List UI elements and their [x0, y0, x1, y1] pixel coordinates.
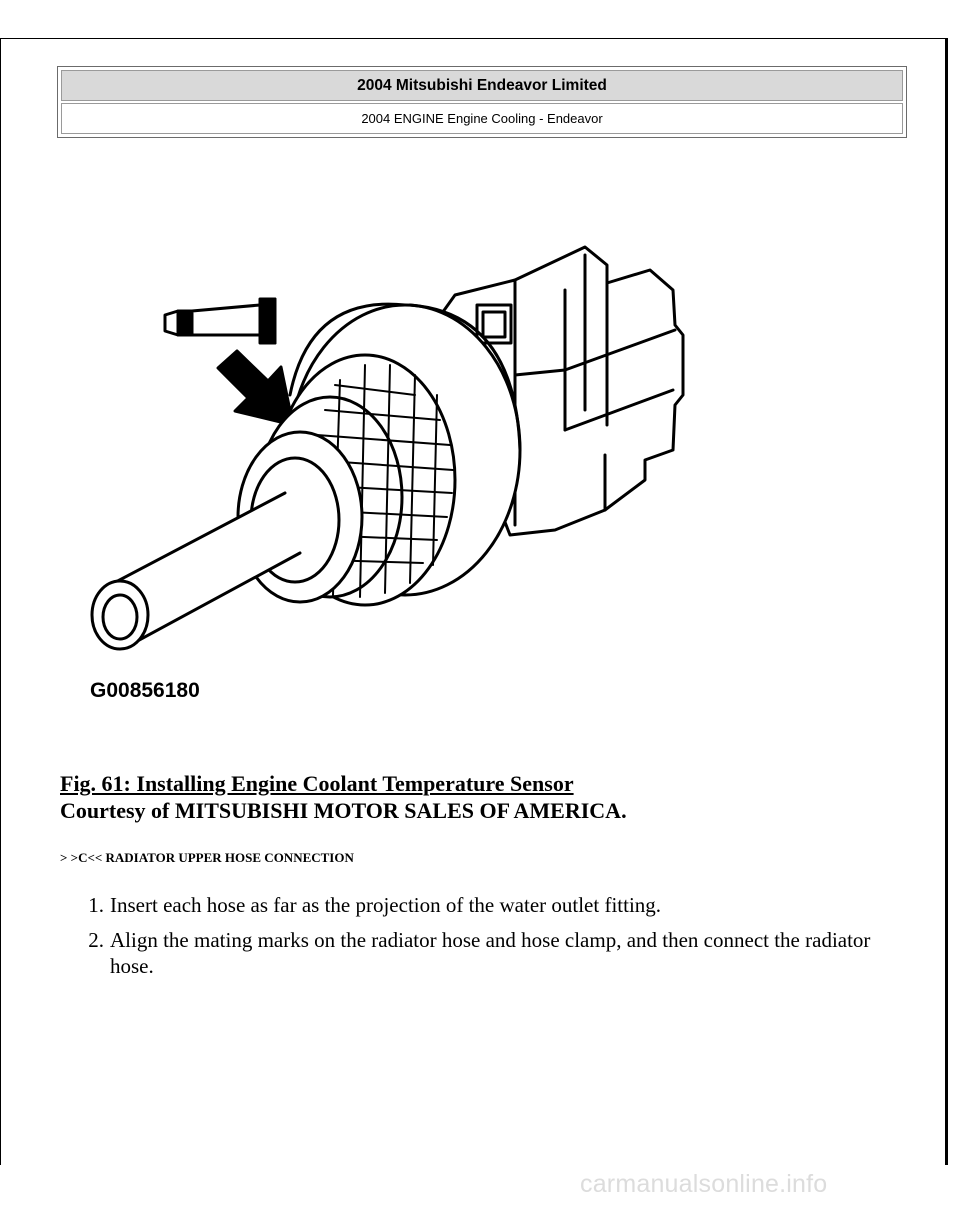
- document-header: [57, 66, 907, 138]
- list-item: [60, 927, 890, 979]
- header-subtitle: 2004 ENGINE Engine Cooling - Endeavor: [61, 103, 903, 134]
- page-frame-left: [0, 38, 1, 1165]
- coolant-sensor-drawing: [85, 235, 695, 705]
- figure-courtesy: Courtesy of MITSUBISHI MOTOR SALES OF AMERICA.: [60, 798, 627, 823]
- header-title: 2004 Mitsubishi Endeavor Limited: [61, 70, 903, 101]
- page-frame-top: [0, 38, 947, 39]
- figure-code: G00856180: [90, 679, 200, 702]
- step-text: Align the mating marks on the radiator hose and hose clamp, and then connect the radiator hose.: [110, 928, 871, 978]
- sensor-illustration: [85, 235, 695, 705]
- section-heading: > >C<< RADIATOR UPPER HOSE CONNECTION: [60, 850, 354, 865]
- figure-caption: [60, 770, 627, 824]
- page-frame-right: [945, 38, 948, 1165]
- step-text: Insert each hose as far as the projection of the water outlet fitting.: [110, 893, 662, 917]
- step-number: 1.: [88, 893, 104, 917]
- step-number: 2.: [88, 928, 104, 952]
- procedure-steps: [60, 892, 890, 988]
- arrow-icon: [218, 351, 293, 425]
- list-item: [60, 892, 890, 918]
- figure-title: Fig. 61: Installing Engine Coolant Temperature Sensor: [60, 771, 574, 796]
- watermark-url: carmanualsonline.info: [580, 1170, 828, 1198]
- sealant-tube-icon: [165, 299, 275, 343]
